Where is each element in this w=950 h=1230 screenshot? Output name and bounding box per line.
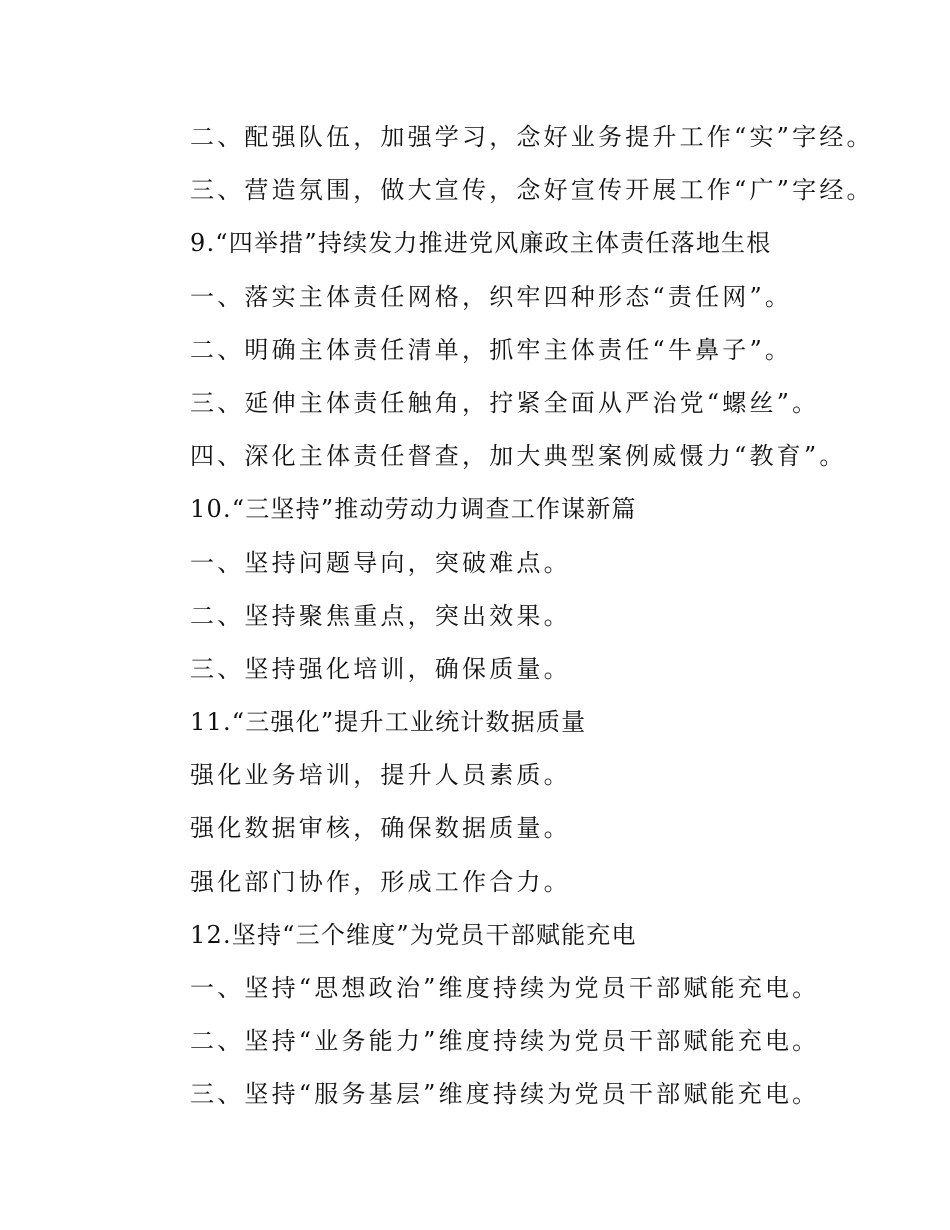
- body-line: 二、配强队伍，加强学习，念好业务提升工作“实”字经。: [190, 123, 874, 151]
- body-line: 一、坚持问题导向，突破难点。: [190, 548, 571, 577]
- body-line: 二、坚持聚焦重点，突出效果。: [190, 601, 571, 630]
- body-line: 强化数据审核，确保数据质量。: [190, 814, 571, 843]
- body-line: 强化业务培训，提升人员素质。: [190, 761, 571, 790]
- body-line: 三、坚持强化培训，确保质量。: [190, 654, 571, 683]
- body-line: 三、坚持“服务基层”维度持续为党员干部赋能充电。: [190, 1080, 820, 1109]
- body-line: 四、深化主体责任督查，加大典型案例威慑力“教育”。: [190, 442, 847, 471]
- document-body: [190, 111, 910, 1122]
- body-line: 三、营造氛围，做大宣传，念好宣传开展工作“广”字经。: [190, 176, 874, 205]
- section-heading: 12.坚持“三个维度”为党员干部赋能充电: [190, 920, 637, 949]
- body-line: 二、坚持“业务能力”维度持续为党员干部赋能充电。: [190, 1027, 820, 1056]
- body-line: 三、延伸主体责任触角，拧紧全面从严治党“螺丝”。: [190, 388, 820, 417]
- body-line: 强化部门协作，形成工作合力。: [190, 867, 571, 896]
- body-line: 二、明确主体责任清单，抓牢主体责任“牛鼻子”。: [190, 335, 793, 364]
- section-heading: 11.“三强化”提升工业统计数据质量: [190, 708, 587, 737]
- section-heading: 10.“三坚持”推动劳动力调查工作谋新篇: [190, 495, 637, 524]
- body-line: 一、坚持“思想政治”维度持续为党员干部赋能充电。: [190, 974, 820, 1002]
- section-heading: 9.“四举措”持续发力推进党风廉政主体责任落地生根: [190, 229, 772, 258]
- body-line: 一、落实主体责任网格，织牢四种形态“责任网”。: [190, 282, 793, 311]
